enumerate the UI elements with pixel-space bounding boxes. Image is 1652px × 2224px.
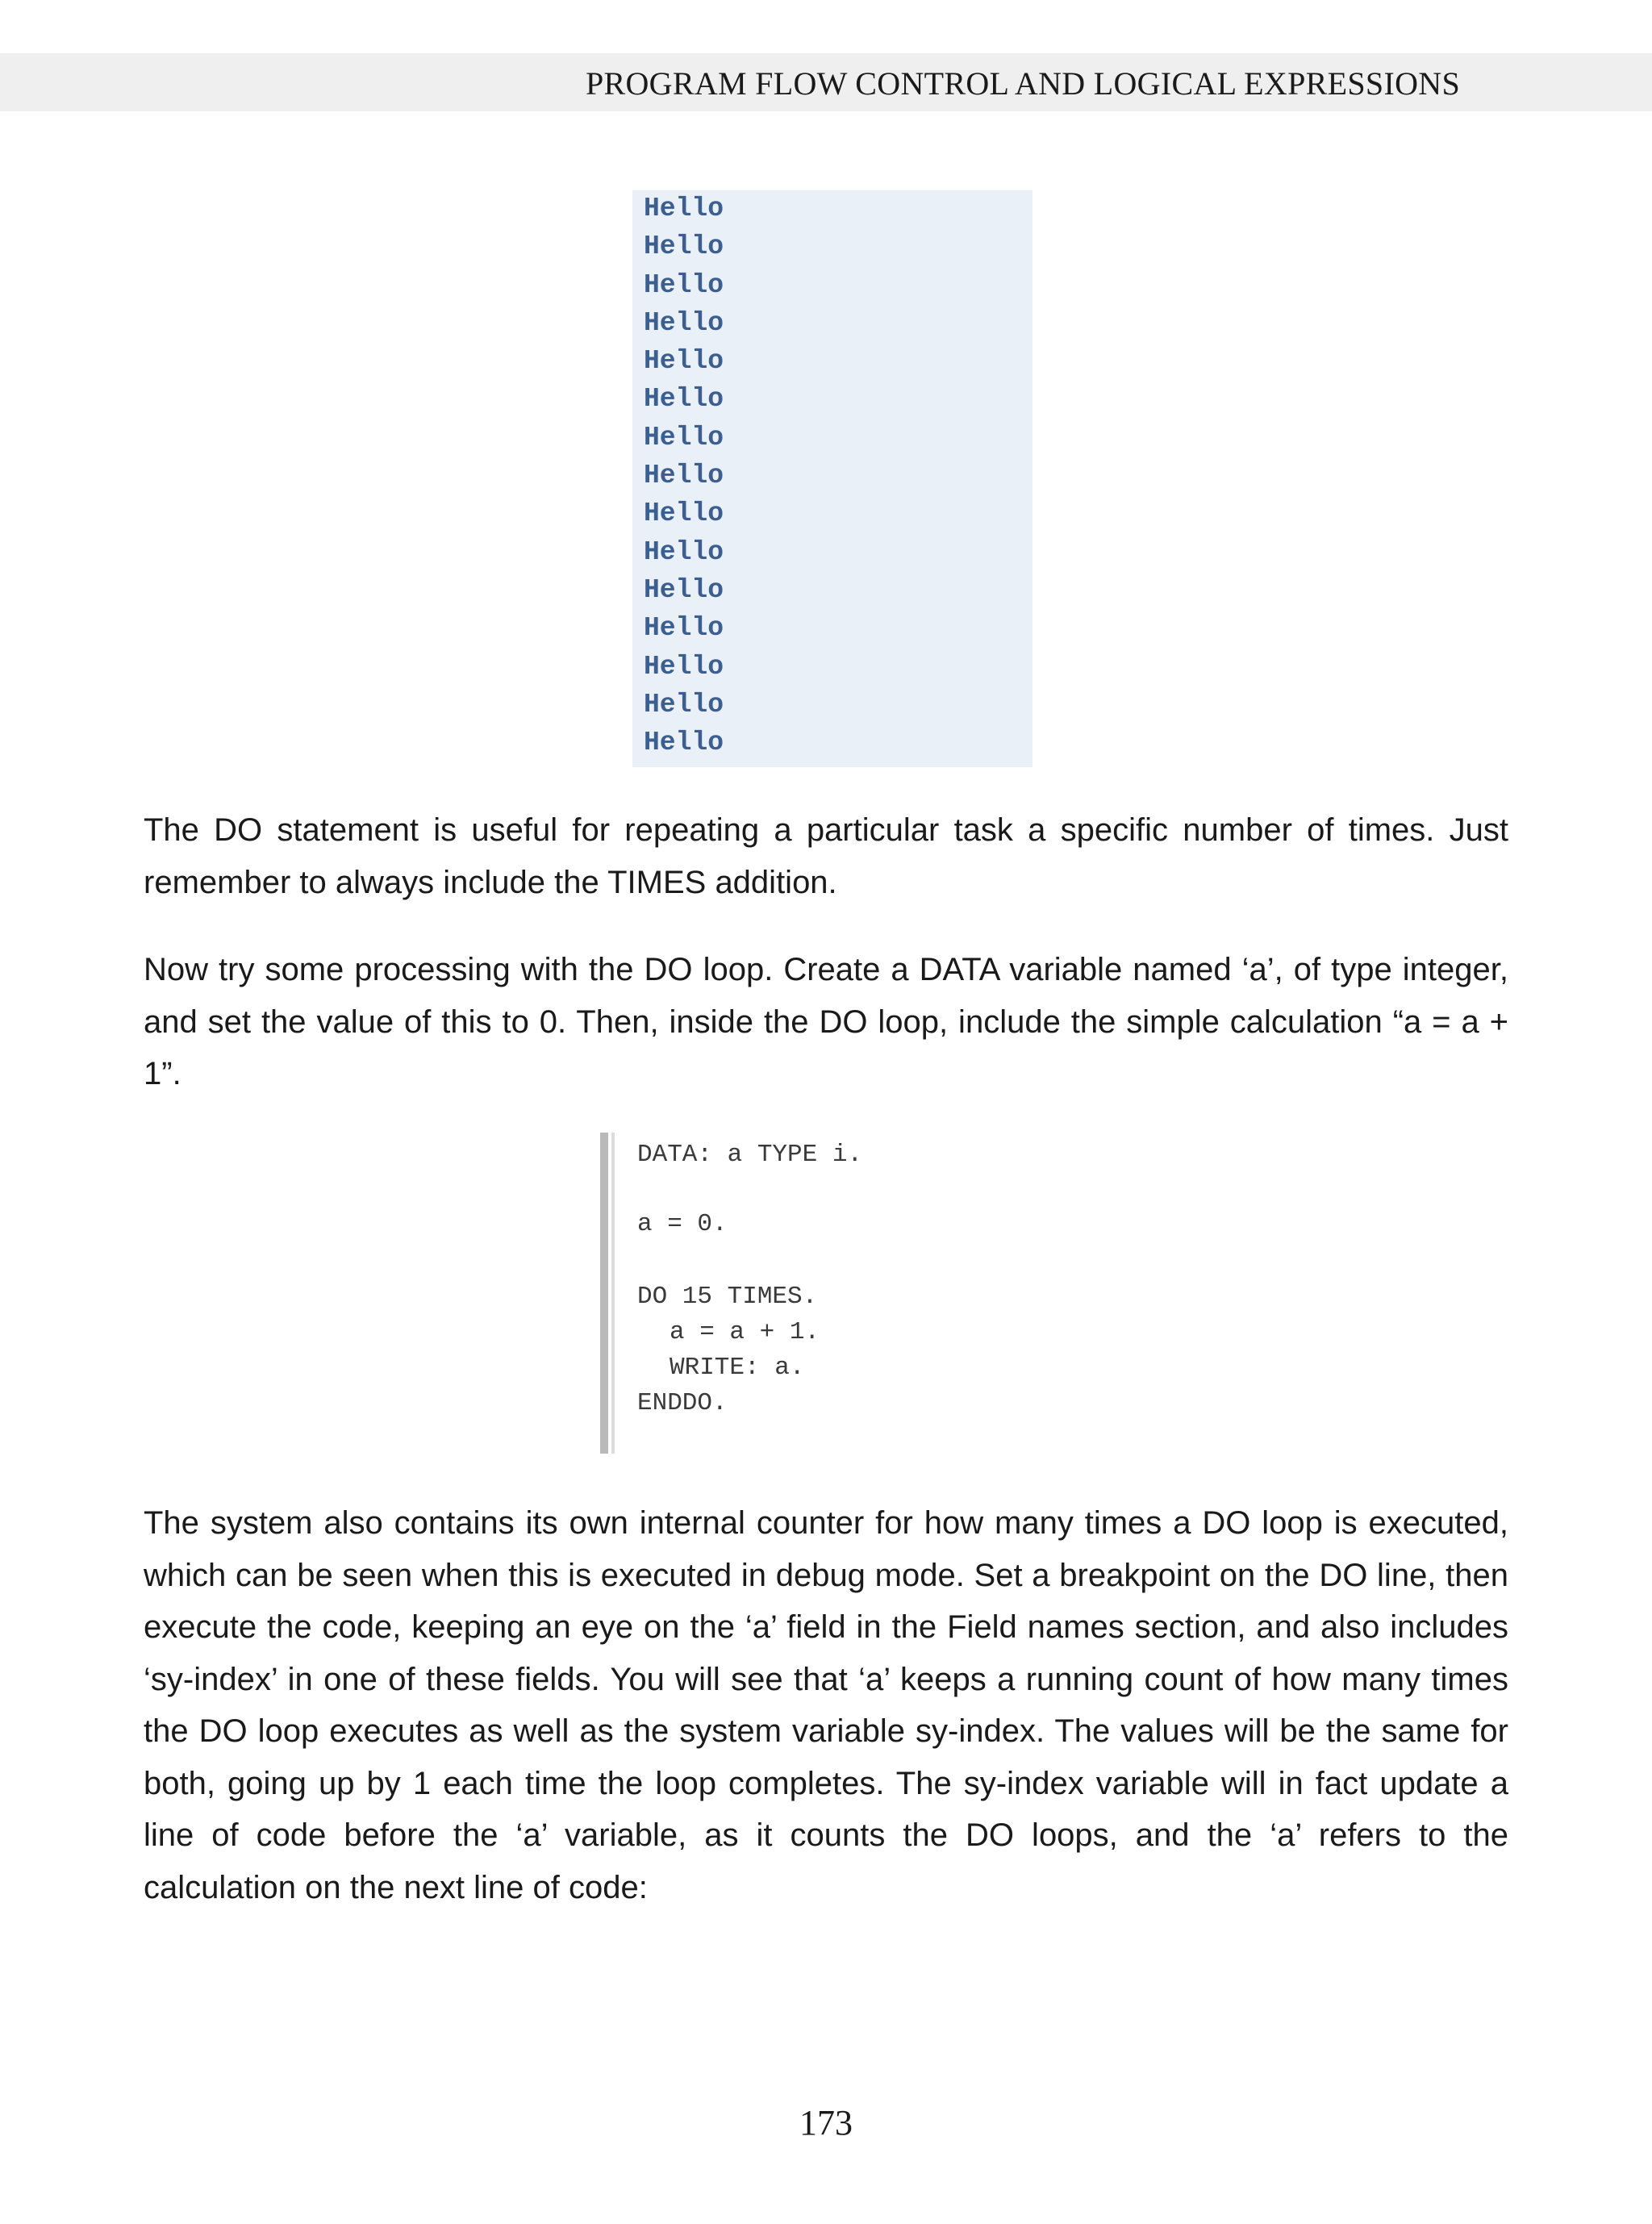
page-number: 173 [799, 2103, 853, 2143]
output-screenshot [632, 190, 1032, 767]
editor-gutter-bar [600, 1133, 608, 1454]
paragraph-do-processing: Now try some processing with the DO loop. Create a DATA variable named ‘a’, of type integer, and set the value of this to 0. Then, inside the DO loop, include the simple calculation “a = a + 1”. [144, 952, 1508, 1091]
output-line: Hello [644, 269, 724, 300]
paragraph-internal-counter: The system also contains its own internal counter for how many times a DO loop is executed, which can be seen when this is executed in debug mode. Set a breakpoint on the DO line, then execute the code, keeping an eye on the ‘a’ field in the Field names section, and also includes ‘sy-index’ in one of these fields. You will see that ‘a’ keeps a running count of how many times the DO loop executes as well as the system variable sy-index. The values will be the same for both, going up by 1 each time the loop completes. The sy-index variable will in fact update a line of code before the ‘a’ variable, as it counts the DO loops, and the ‘a’ refers to the calculation on the next line of code: [144, 1505, 1508, 1905]
code-line-write: WRITE: a. [670, 1354, 805, 1382]
output-line: Hello [644, 461, 724, 491]
output-line: Hello [644, 422, 724, 453]
output-line: Hello [644, 346, 724, 377]
output-line: Hello [644, 574, 724, 605]
output-line: Hello [644, 194, 724, 223]
output-line: Hello [644, 728, 724, 758]
code-screenshot [600, 1133, 907, 1454]
output-line: Hello [644, 651, 724, 682]
code-line-increment: a = a + 1. [670, 1318, 820, 1346]
output-line: Hello [644, 384, 724, 415]
editor-gutter-line [611, 1133, 615, 1454]
output-line: Hello [644, 499, 724, 529]
paragraph-do-statement: The DO statement is useful for repeating a particular task a specific number of times. Just remember to always include the TIMES addition. [144, 812, 1508, 900]
code-line-assign: a = 0. [637, 1210, 728, 1238]
code-line-do: DO 15 TIMES. [637, 1283, 818, 1311]
running-header: PROGRAM FLOW CONTROL AND LOGICAL EXPRESSIONS [585, 65, 1460, 102]
code-line-enddo: ENDDO. [637, 1389, 728, 1417]
output-line: Hello [644, 536, 724, 567]
output-list [644, 190, 1032, 762]
output-line: Hello [644, 613, 724, 644]
output-line: Hello [644, 232, 724, 262]
output-line: Hello [644, 689, 724, 720]
code-line-data: DATA: a TYPE i. [637, 1141, 863, 1169]
output-line: Hello [644, 307, 724, 338]
